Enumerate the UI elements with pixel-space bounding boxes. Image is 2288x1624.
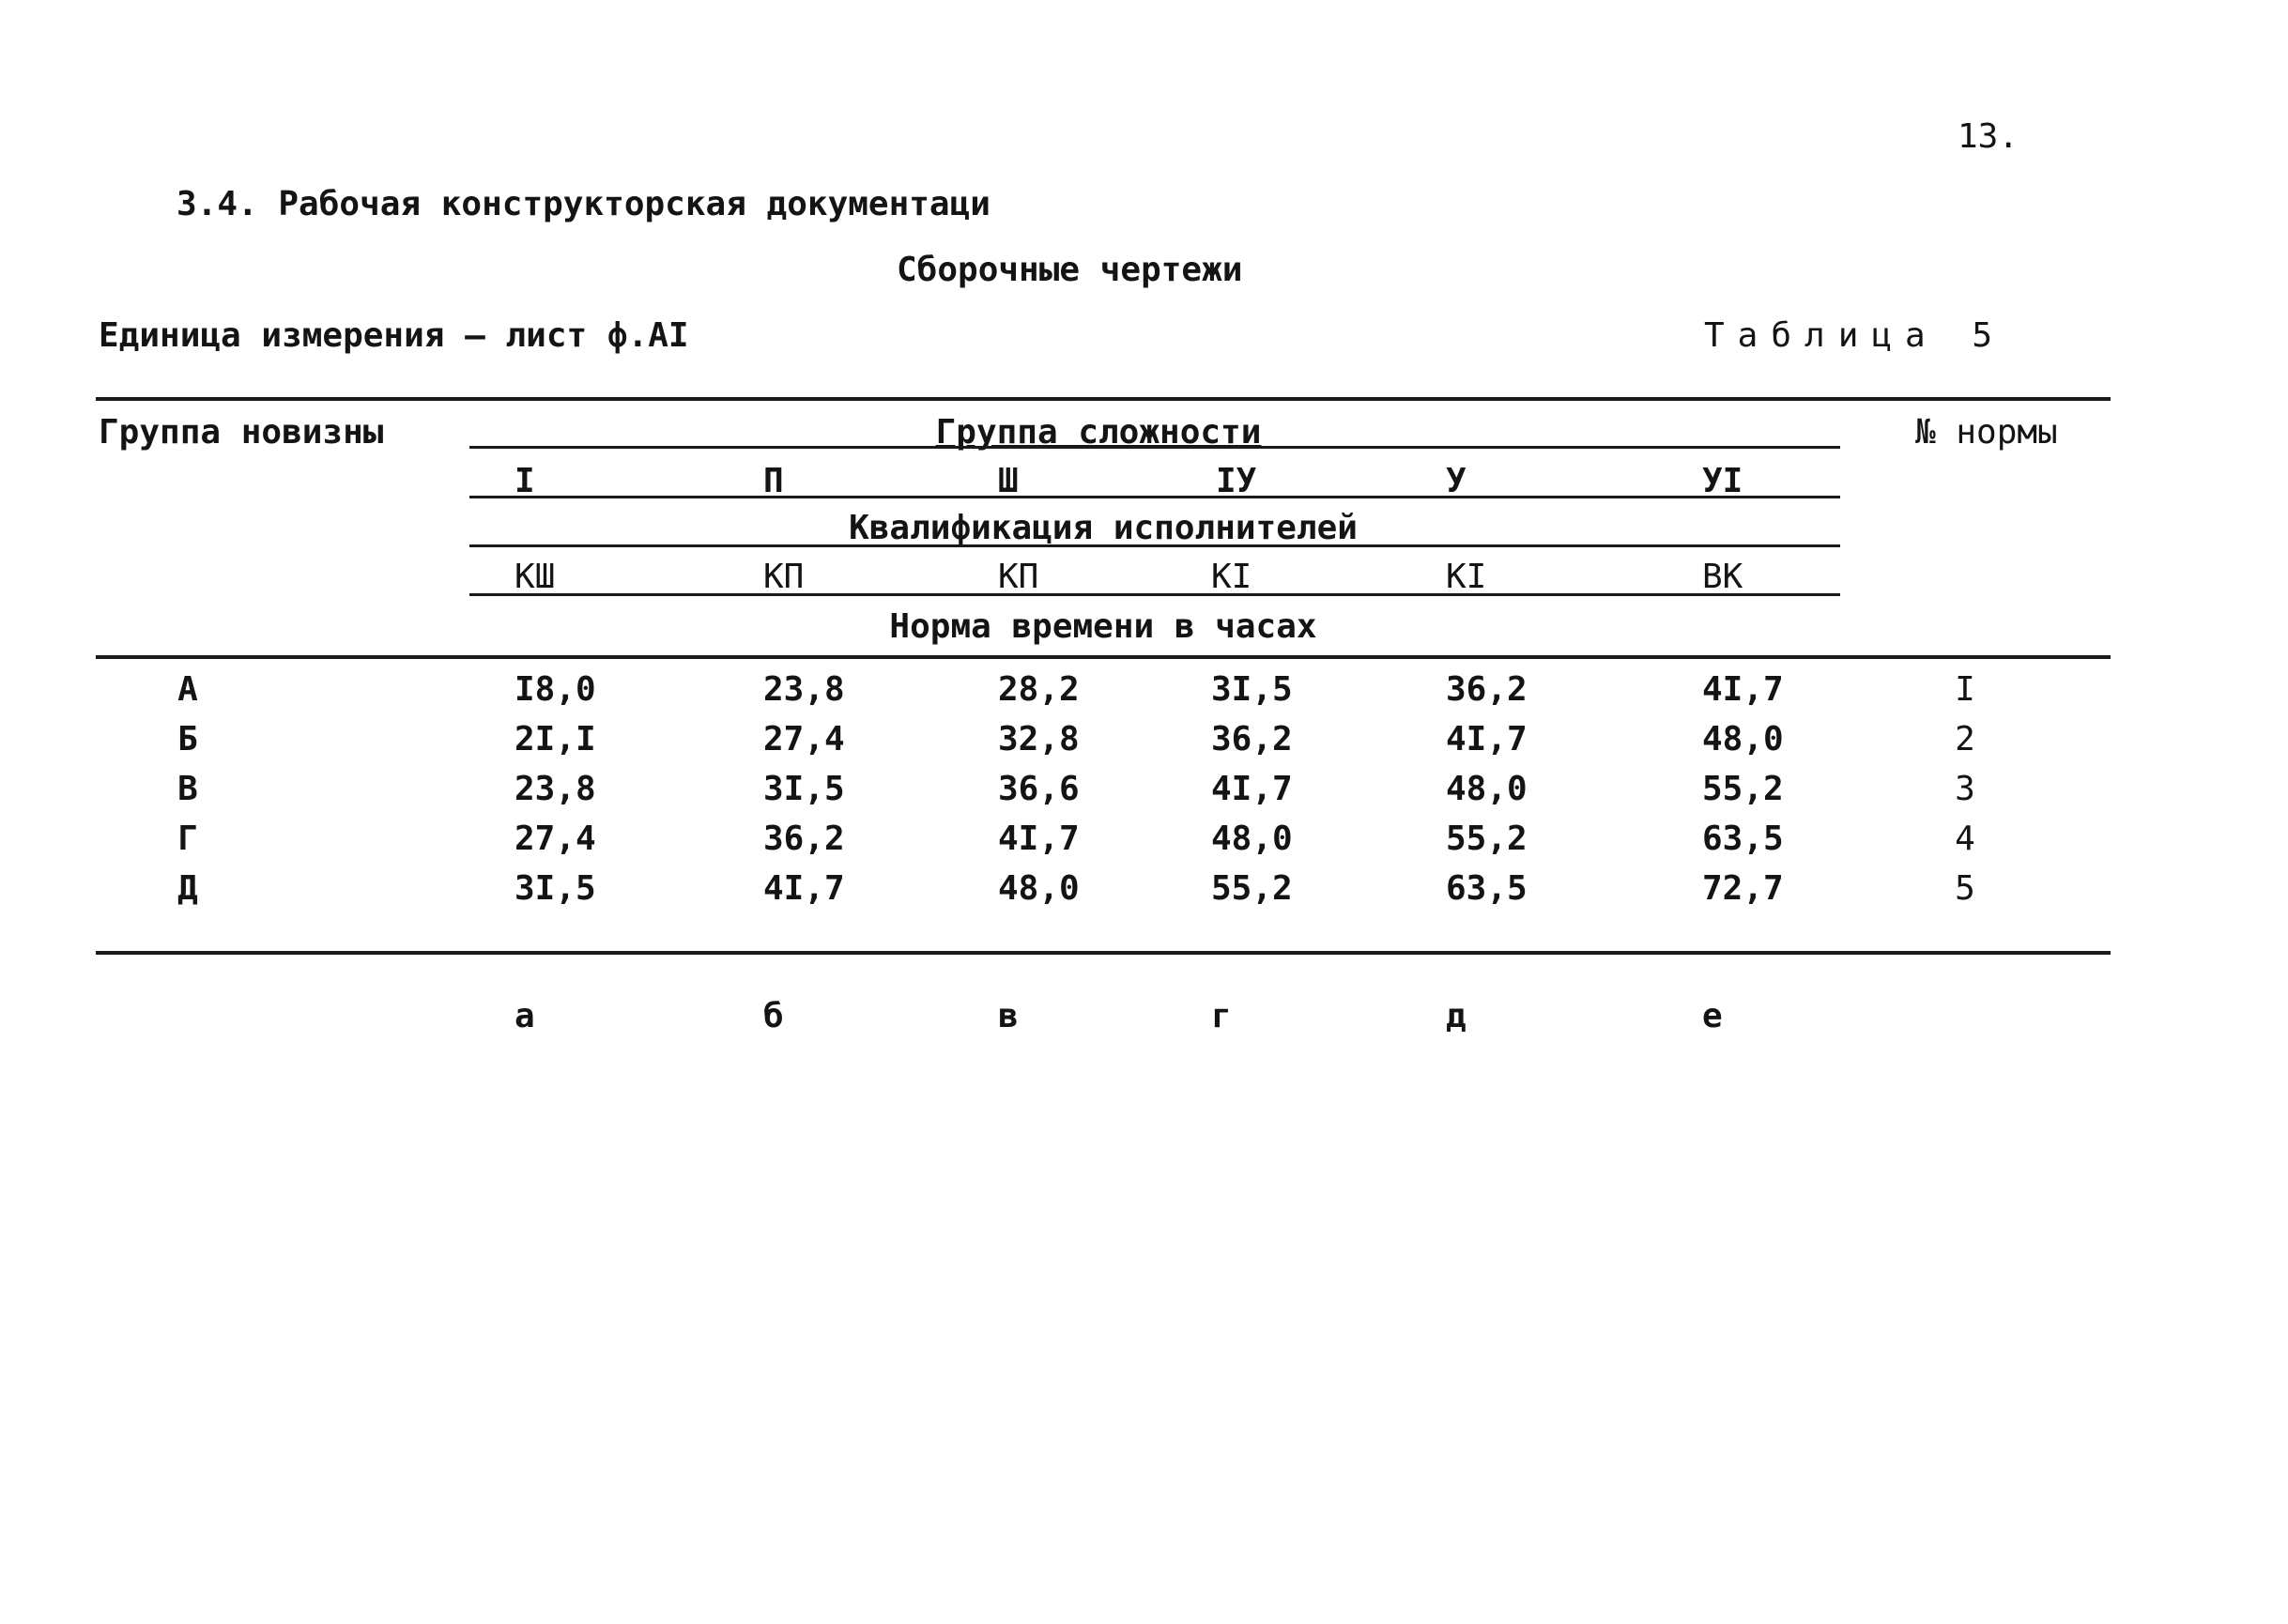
table-cell: 63,5 — [1702, 820, 1784, 858]
table-cell: 55,2 — [1211, 869, 1293, 908]
complexity-group-6: УI — [1702, 462, 1743, 500]
complexity-group-4: IУ — [1216, 462, 1257, 500]
qualifications-rule — [469, 593, 1840, 596]
complexity-rule — [469, 446, 1840, 449]
time-norm-header: Норма времени в часах — [889, 607, 1317, 646]
row-norm-number: I — [1955, 670, 1975, 709]
page-number: 13. — [1958, 117, 2019, 156]
unit-label: Единица измерения – лист ф.АI — [99, 316, 689, 355]
table-cell: 3I,5 — [1211, 670, 1293, 709]
table-cell: 48,0 — [998, 869, 1080, 908]
table-cell: 63,5 — [1446, 869, 1528, 908]
table-cell: 55,2 — [1702, 770, 1784, 808]
qualification-3: КП — [998, 558, 1039, 596]
qualification-1: КШ — [514, 558, 556, 596]
table-cell: 2I,I — [514, 720, 596, 758]
column-letter: в — [998, 997, 1019, 1035]
header-bottom-rule — [96, 655, 2111, 659]
table-cell: 3I,5 — [514, 869, 596, 908]
table-cell: 55,2 — [1446, 820, 1528, 858]
row-norm-number: 4 — [1955, 820, 1975, 858]
table-cell: 27,4 — [514, 820, 596, 858]
qualification-2: КП — [763, 558, 805, 596]
complexity-group-1: I — [514, 462, 535, 500]
norm-number-header: № нормы — [1915, 413, 2058, 452]
table-cell: 48,0 — [1702, 720, 1784, 758]
table-cell: 3I,5 — [763, 770, 845, 808]
row-group-label: Б — [177, 720, 198, 758]
complexity-group-3: Ш — [998, 462, 1019, 500]
complexity-groups-rule — [469, 496, 1840, 498]
row-group-label: А — [177, 670, 198, 709]
table-cell: 23,8 — [763, 670, 845, 709]
table-cell: I8,0 — [514, 670, 596, 709]
table-cell: 32,8 — [998, 720, 1080, 758]
complexity-group-header: Группа сложности — [935, 413, 1262, 452]
row-group-label: В — [177, 770, 198, 808]
row-norm-number: 2 — [1955, 720, 1975, 758]
table-cell: 4I,7 — [998, 820, 1080, 858]
complexity-group-2: П — [763, 462, 784, 500]
table-cell: 36,2 — [1446, 670, 1528, 709]
table-top-rule — [96, 397, 2111, 401]
qualification-6: ВК — [1702, 558, 1743, 596]
table-cell: 4I,7 — [763, 869, 845, 908]
column-letter: д — [1446, 997, 1466, 1035]
row-group-label: Г — [177, 820, 198, 858]
table-cell: 4I,7 — [1211, 770, 1293, 808]
row-group-label: Д — [177, 869, 198, 908]
table-cell: 4I,7 — [1446, 720, 1528, 758]
table-cell: 36,2 — [1211, 720, 1293, 758]
table-cell: 36,6 — [998, 770, 1080, 808]
qualification-4: КI — [1211, 558, 1252, 596]
qualification-header: Квалификация исполнителей — [849, 509, 1358, 547]
table-cell: 23,8 — [514, 770, 596, 808]
column-letter: а — [514, 997, 535, 1035]
qualification-5: КI — [1446, 558, 1487, 596]
subtitle: Сборочные чертежи — [897, 251, 1243, 289]
table-bottom-rule — [96, 951, 2111, 955]
column-letter: г — [1211, 997, 1232, 1035]
table-cell: 48,0 — [1211, 820, 1293, 858]
row-norm-number: 3 — [1955, 770, 1975, 808]
section-heading: 3.4. Рабочая конструкторская документаци — [177, 185, 990, 223]
table-cell: 28,2 — [998, 670, 1080, 709]
qualification-rule — [469, 544, 1840, 547]
complexity-group-5: У — [1446, 462, 1466, 500]
row-norm-number: 5 — [1955, 869, 1975, 908]
table-cell: 36,2 — [763, 820, 845, 858]
column-letter: е — [1702, 997, 1723, 1035]
table-cell: 4I,7 — [1702, 670, 1784, 709]
table-label: Таблица 5 — [1704, 316, 2006, 355]
novelty-group-header: Группа новизны — [99, 413, 384, 452]
table-cell: 48,0 — [1446, 770, 1528, 808]
table-cell: 27,4 — [763, 720, 845, 758]
table-cell: 72,7 — [1702, 869, 1784, 908]
column-letter: б — [763, 997, 784, 1035]
